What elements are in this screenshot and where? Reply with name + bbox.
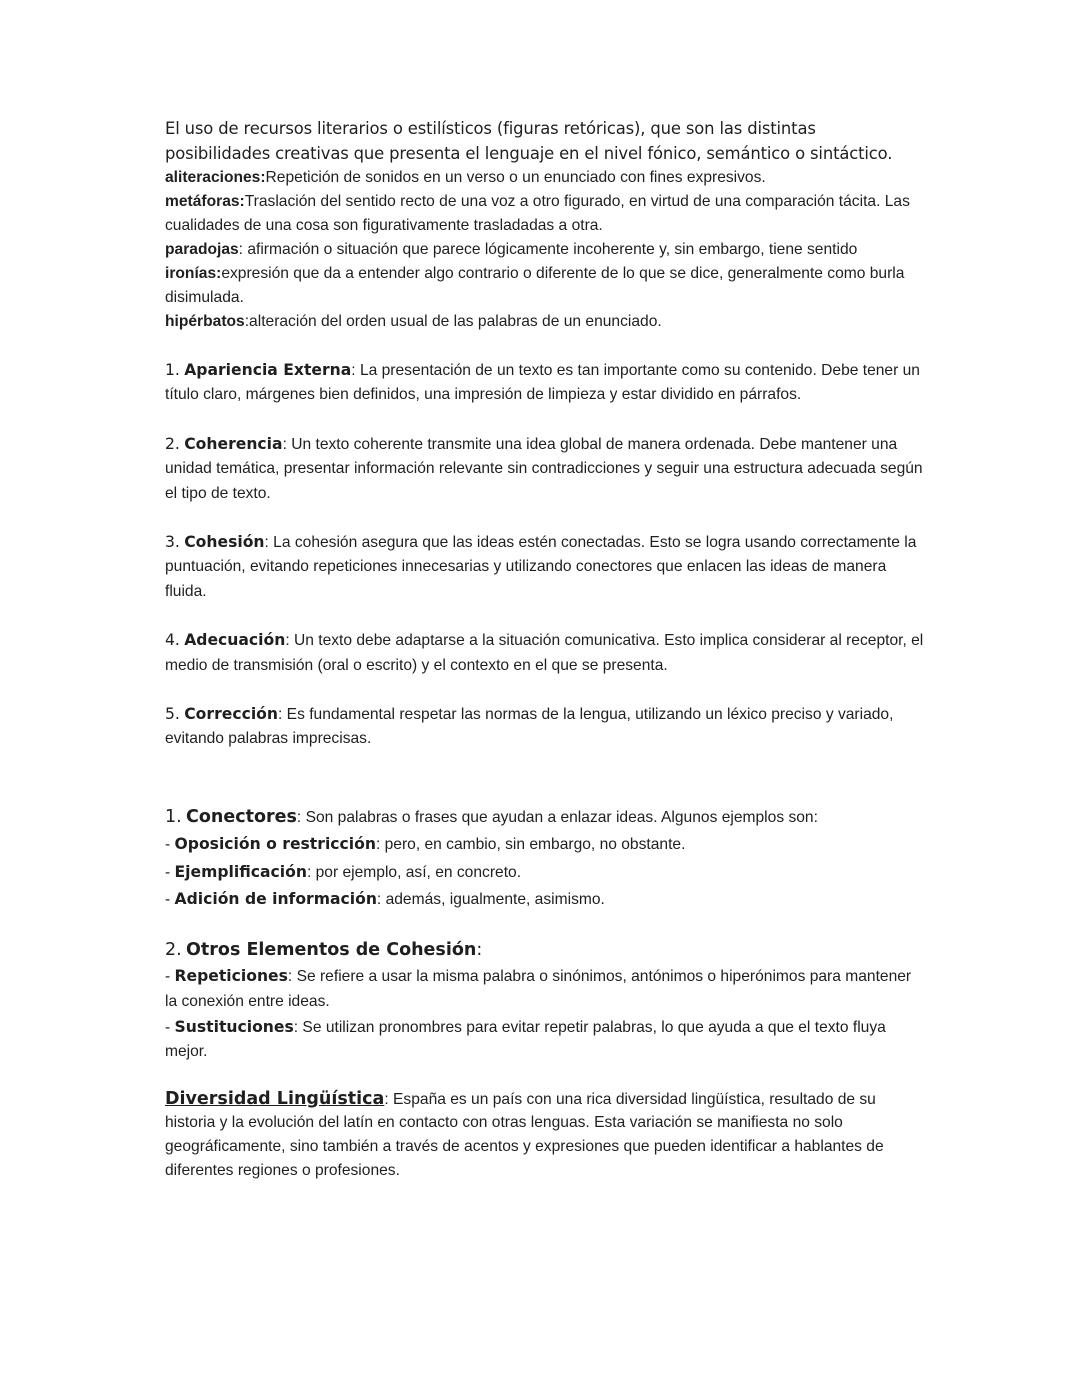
diversity-paragraph <box>165 1088 925 1182</box>
property-title: Adecuación <box>184 631 286 650</box>
definition-aliteraciones <box>165 166 925 190</box>
list-item-title: Oposición o restricción <box>174 835 376 854</box>
list-item <box>165 859 925 887</box>
connectors-title: Conectores <box>186 806 297 827</box>
cohesion-elements-heading <box>165 937 925 965</box>
property-title: Coherencia <box>184 434 283 453</box>
property-text: : Un texto debe adaptarse a la situación comunicativa. Esto implica considerar al receptor, el medio de transmisión (oral o escrito) y el contexto en el que se presenta. <box>165 632 924 674</box>
definition-text: Traslación del sentido recto de una voz a otro figurado, en virtud de una comparación tácita. Las cualidades de una cosa son figurativamente trasladadas a otra. <box>165 193 910 234</box>
definition-term: paradojas <box>165 241 239 258</box>
list-item <box>165 886 925 914</box>
definition-text: Repetición de sonidos en un verso o un enunciado con fines expresivos. <box>265 169 766 186</box>
property-number: 3. <box>165 533 180 552</box>
intro-paragraph: El uso de recursos literarios o estilísticos (figuras retóricas), que son las distintas posibilidades creativas que presenta el lenguaje en el nivel fónico, semántico o sintáctico. <box>165 119 893 163</box>
list-bullet: - <box>165 891 175 909</box>
list-item <box>165 964 925 1014</box>
property-title: Corrección <box>184 705 278 724</box>
definition-text: expresión que da a entender algo contrario o diferente de lo que se dice, generalmente como burla disimulada. <box>165 265 905 306</box>
property-apariencia <box>165 358 925 408</box>
list-bullet: - <box>165 968 175 986</box>
definition-text: :alteración del orden usual de las palabras de un enunciado. <box>244 313 662 330</box>
list-item-text: : pero, en cambio, sin embargo, no obstante. <box>375 836 686 854</box>
definition-metaforas <box>165 190 925 238</box>
list-item-title: Adición de información <box>174 890 377 909</box>
list-item-title: Sustituciones <box>174 1017 294 1036</box>
property-text: : Es fundamental respetar las normas de la lengua, utilizando un léxico preciso y variado, evitando palabras imprecisas. <box>165 706 894 748</box>
connectors-heading <box>165 804 925 832</box>
document-page <box>165 116 925 1182</box>
definition-text: : afirmación o situación que parece lógicamente incoherente y, sin embargo, tiene sentido <box>238 241 858 258</box>
list-bullet: - <box>165 863 175 881</box>
property-adecuacion <box>165 628 925 678</box>
property-number: 2. <box>165 434 180 453</box>
property-title: Apariencia Externa <box>184 361 352 379</box>
property-number: 5. <box>165 705 180 724</box>
definition-paradojas <box>165 238 925 262</box>
definition-term: hipérbatos <box>165 313 245 330</box>
list-bullet: - <box>165 1018 175 1036</box>
list-item <box>165 1015 925 1065</box>
list-item <box>165 831 925 859</box>
list-item-title: Ejemplificación <box>174 862 307 881</box>
list-item-text: : además, igualmente, asimismo. <box>376 891 605 909</box>
property-title: Cohesión <box>184 533 265 552</box>
definition-hiperbatos <box>165 310 925 334</box>
definition-ironias <box>165 262 925 310</box>
property-text: : La presentación de un texto es tan importante como su contenido. Debe tener un título claro, márgenes bien definidos, una impresión de limpieza y estar dividido en párrafos. <box>165 362 920 404</box>
list-item-title: Repeticiones <box>174 967 288 986</box>
connectors-text: : Son palabras o frases que ayudan a enlazar ideas. Algunos ejemplos son: <box>296 808 818 826</box>
diversity-text: : España es un país con una rica diversidad lingüística, resultado de su historia y la evolución del latín en contacto con otras lenguas. Esta variación se manifiesta no solo geográficamente, sino también a través de acentos y expresiones que pueden identificar a hablantes de diferentes regiones o profesiones. <box>165 1090 884 1179</box>
list-item-text: : Se refiere a usar la misma palabra o sinónimos, antónimos o hiperónimos para mantener la conexión entre ideas. <box>165 968 912 1010</box>
property-text: : La cohesión asegura que las ideas estén conectadas. Esto se logra usando correctamente la puntuación, evitando repeticiones innecesarias y utilizando conectores que enlacen las ideas de manera fluida. <box>165 534 917 600</box>
list-bullet: - <box>165 836 175 854</box>
definition-term: ironías: <box>165 265 222 282</box>
property-cohesion <box>165 530 925 604</box>
property-number: 1. <box>165 361 180 379</box>
property-coherencia <box>165 432 925 506</box>
definition-term: aliteraciones: <box>165 169 266 186</box>
cohesion-elements-number: 2. <box>165 939 182 960</box>
list-item-text: : por ejemplo, así, en concreto. <box>306 863 522 881</box>
definition-term: metáforas: <box>165 193 245 210</box>
cohesion-elements-colon: : <box>476 939 483 960</box>
diversity-title: Diversidad Lingüística <box>165 1088 385 1109</box>
list-item-text: : Se utilizan pronombres para evitar repetir palabras, lo que ayuda a que el texto fluya mejor. <box>165 1018 886 1061</box>
property-number: 4. <box>165 631 180 650</box>
cohesion-elements-title: Otros Elementos de Cohesión <box>186 939 477 960</box>
property-text: : Un texto coherente transmite una idea global de manera ordenada. Debe mantener una unidad temática, presentar información relevante sin contradicciones y seguir una estructura adecuada según el tipo de texto. <box>165 435 923 502</box>
connectors-number: 1. <box>165 806 182 827</box>
property-correccion <box>165 702 925 752</box>
